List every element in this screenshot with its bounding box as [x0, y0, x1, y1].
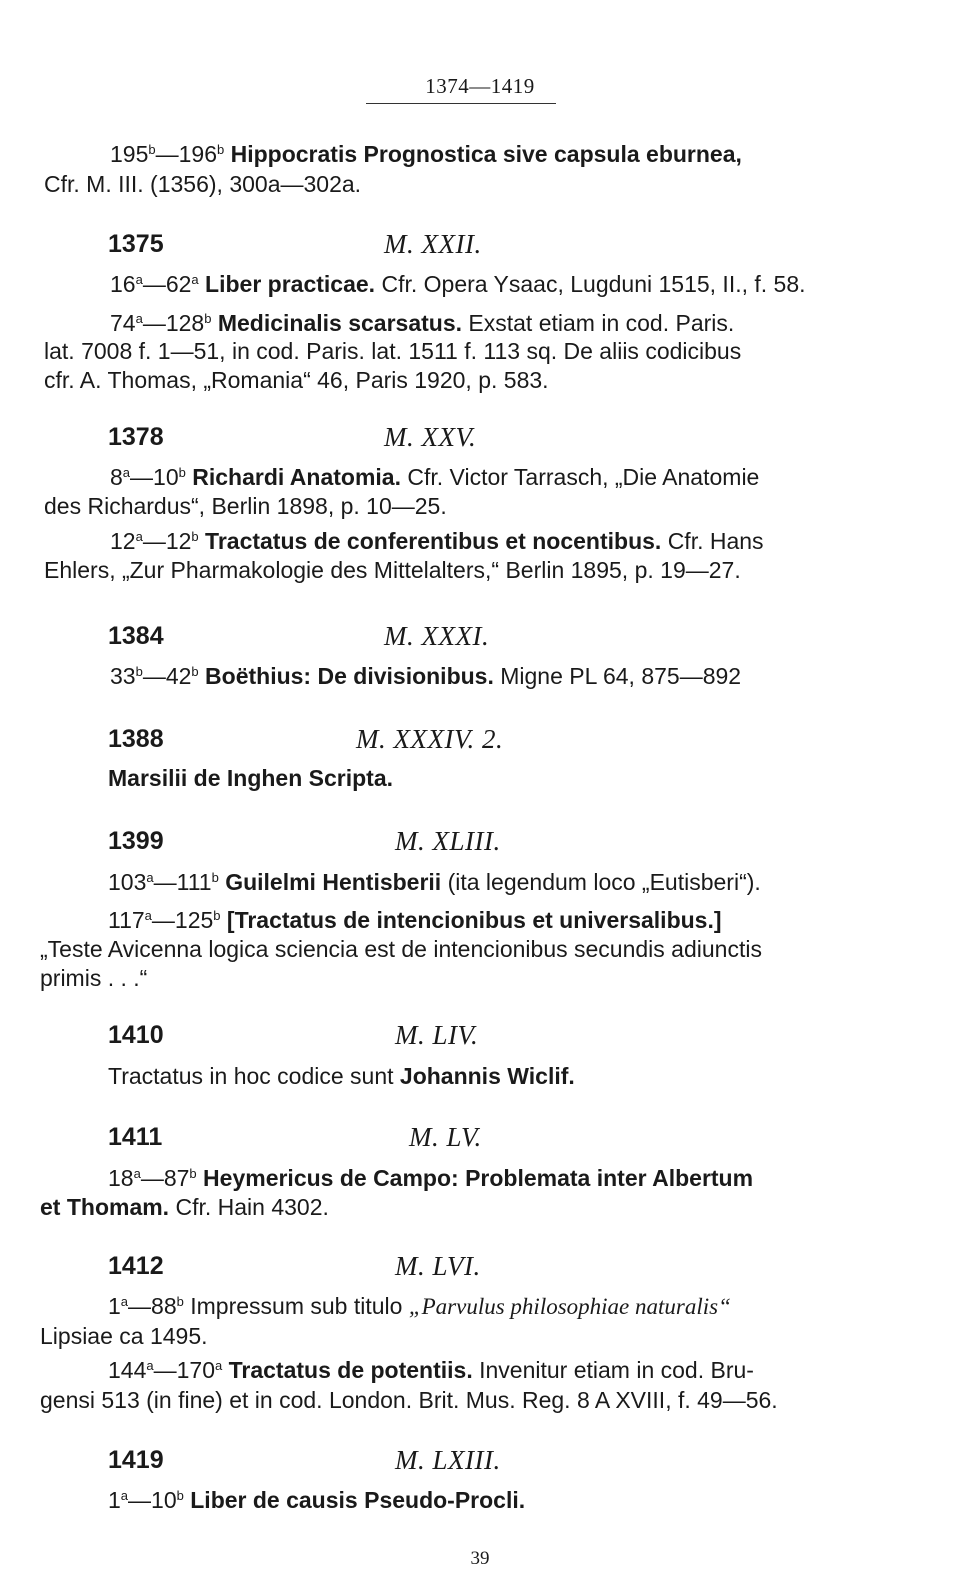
folio-side: a	[214, 1358, 223, 1373]
folio-range: 144$^a$—170$^a$	[108, 1357, 223, 1383]
entry-line: gensi 513 (in fine) et in cod. London. Brit. Mus. Reg. 8 A XVIII, f. 49—56.	[40, 1387, 778, 1413]
folio-side: a	[144, 908, 152, 923]
manuscript-number: 1412	[108, 1252, 164, 1280]
folio-side: b	[176, 1294, 184, 1309]
entry-line	[110, 527, 764, 555]
folio-range: 1$^a$—10$^b$	[108, 1487, 184, 1513]
entry-note: (ita legendum loco „Eutisberi“).	[447, 869, 761, 895]
folio-side: a	[120, 1294, 129, 1309]
codex-signature: M. LV.	[409, 1122, 482, 1152]
entry-line	[40, 1193, 329, 1221]
folio-side: a	[191, 272, 199, 287]
entry-note: Exstat etiam in cod. Paris.	[468, 310, 735, 336]
folio-side: a	[135, 529, 143, 544]
entry-title: Johannis Wiclif.	[399, 1063, 575, 1089]
codex-signature: M. LIV.	[395, 1020, 479, 1050]
entry-line: Lipsiae ca 1495.	[40, 1323, 208, 1349]
folio-side: a	[120, 1488, 129, 1503]
folio-side: b	[204, 311, 212, 326]
folio-side: b	[178, 465, 186, 480]
entry-note: Invenitur etiam in cod. Bru-	[479, 1357, 754, 1383]
folio-range: 1$^a$—88$^b$	[108, 1293, 184, 1319]
folio-side: a	[122, 465, 131, 480]
manuscript-number: 1388	[108, 725, 164, 753]
folio-range: 117$^a$—125$^b$	[108, 907, 221, 933]
entry-title: Tractatus de potentiis.	[228, 1357, 473, 1383]
folio-side: a	[135, 272, 143, 287]
entry-title: Medicinalis scarsatus.	[217, 310, 463, 336]
folio-range: 33$^b$—42$^b$	[110, 663, 199, 689]
codex-signature: M. XXV.	[384, 422, 477, 452]
entry-title: Heymericus de Campo: Problemata inter Albertum	[203, 1165, 754, 1191]
folio-side: b	[191, 664, 199, 679]
folio-range: 12$^a$—12$^b$	[110, 528, 199, 554]
folio-side: b	[135, 664, 143, 679]
manuscript-number: 1378	[108, 423, 164, 451]
entry-line: lat. 7008 f. 1—51, in cod. Paris. lat. 1511 f. 113 sq. De aliis codicibus	[44, 338, 742, 364]
entry-line	[110, 463, 759, 491]
entry-line	[110, 140, 742, 168]
folio-side: a	[133, 1166, 141, 1181]
folio-side: b	[189, 1166, 197, 1181]
folio-range: 18$^a$—87$^b$	[108, 1165, 197, 1191]
entry-title: Hippocratis Prognostica sive capsula eburnea,	[230, 141, 742, 167]
entry-title: Liber de causis Pseudo-Procli.	[190, 1487, 526, 1513]
manuscript-number: 1399	[108, 827, 164, 855]
manuscript-number: 1419	[108, 1446, 164, 1474]
folio-range: 16$^a$—62$^a$	[110, 271, 199, 297]
entry-note: Tractatus in hoc codice sunt	[108, 1063, 394, 1089]
folio-range: 103$^a$—111$^b$	[108, 869, 219, 895]
entry-line	[108, 1486, 525, 1514]
entry-line	[108, 906, 722, 934]
codex-signature: M. LVI.	[395, 1251, 481, 1281]
entry-line	[108, 1164, 753, 1192]
codex-signature: M. XLIII.	[395, 826, 501, 856]
entry-line: primis . . .“	[40, 965, 148, 991]
entry-line: Cfr. M. III. (1356), 300a—302a.	[44, 171, 362, 197]
folio-side: a	[146, 1358, 154, 1373]
entry-line: des Richardus“, Berlin 1898, p. 10—25.	[44, 493, 447, 519]
folio-range: 195$^b$—196$^b$	[110, 141, 225, 167]
entry-line	[108, 1292, 731, 1321]
folio-side: b	[211, 870, 219, 885]
entry-line	[110, 309, 734, 337]
entry-title: Guilelmi Hentisberii	[225, 869, 442, 895]
entry-line: cfr. A. Thomas, „Romania“ 46, Paris 1920, p. 583.	[44, 367, 549, 393]
entry-title: Liber practicae.	[205, 271, 376, 297]
entry-title: et Thomam.	[40, 1194, 170, 1220]
codex-signature: M. XXII.	[384, 229, 482, 259]
running-head: 1374—1419	[425, 74, 535, 98]
entry-line	[108, 1356, 754, 1384]
codex-signature: M. XXXIV. 2.	[356, 724, 504, 754]
entry-title: Richardi Anatomia.	[192, 464, 401, 490]
entry-line	[108, 868, 761, 896]
entry-line: „Teste Avicenna logica sciencia est de intencionibus secundis adiunctis	[40, 936, 762, 962]
entry-title: Boëthius: De divisionibus.	[205, 663, 494, 689]
entry-line: Ehlers, „Zur Pharmakologie des Mittelalters,“ Berlin 1895, p. 19—27.	[44, 557, 741, 583]
head-rule	[366, 103, 556, 104]
folio-side: b	[213, 908, 221, 923]
entry-note: Cfr. Opera Ysaac, Lugduni 1515, II., f. 58.	[381, 271, 806, 297]
folio-side: a	[135, 311, 143, 326]
entry-note: Cfr. Hans	[667, 528, 764, 554]
entry-note: Cfr. Victor Tarrasch, „Die Anatomie	[407, 464, 760, 490]
folio-side: b	[216, 142, 225, 157]
entry-title: Marsilii de Inghen Scripta.	[108, 765, 394, 791]
folio-side: a	[146, 870, 154, 885]
page-number: 39	[470, 1548, 490, 1569]
entry-title: [Tractatus de intencionibus et universalibus.]	[226, 907, 722, 933]
codex-signature: M. LXIII.	[395, 1445, 501, 1475]
manuscript-number: 1375	[108, 230, 164, 258]
entry-line	[108, 1062, 575, 1090]
entry-note: Migne PL 64, 875—892	[500, 663, 742, 689]
entry-italic-title: „Parvulus philosophiae naturalis“	[408, 1294, 731, 1319]
manuscript-number: 1411	[108, 1123, 163, 1151]
entry-line	[110, 270, 806, 298]
codex-signature: M. XXXI.	[384, 621, 490, 651]
folio-side: b	[148, 142, 156, 157]
manuscript-number: 1410	[108, 1021, 164, 1049]
folio-side: b	[191, 529, 199, 544]
entry-note: Cfr. Hain 4302.	[175, 1194, 329, 1220]
folio-range: 74$^a$—128$^b$	[110, 310, 212, 336]
entry-title: Tractatus de conferentibus et nocentibus.	[205, 528, 662, 554]
manuscript-number: 1384	[108, 622, 164, 650]
folio-side: b	[176, 1488, 184, 1503]
entry-line	[110, 662, 741, 690]
entry-line	[108, 764, 393, 792]
entry-note: Impressum sub titulo	[190, 1293, 403, 1319]
folio-range: 8$^a$—10$^b$	[110, 464, 186, 490]
